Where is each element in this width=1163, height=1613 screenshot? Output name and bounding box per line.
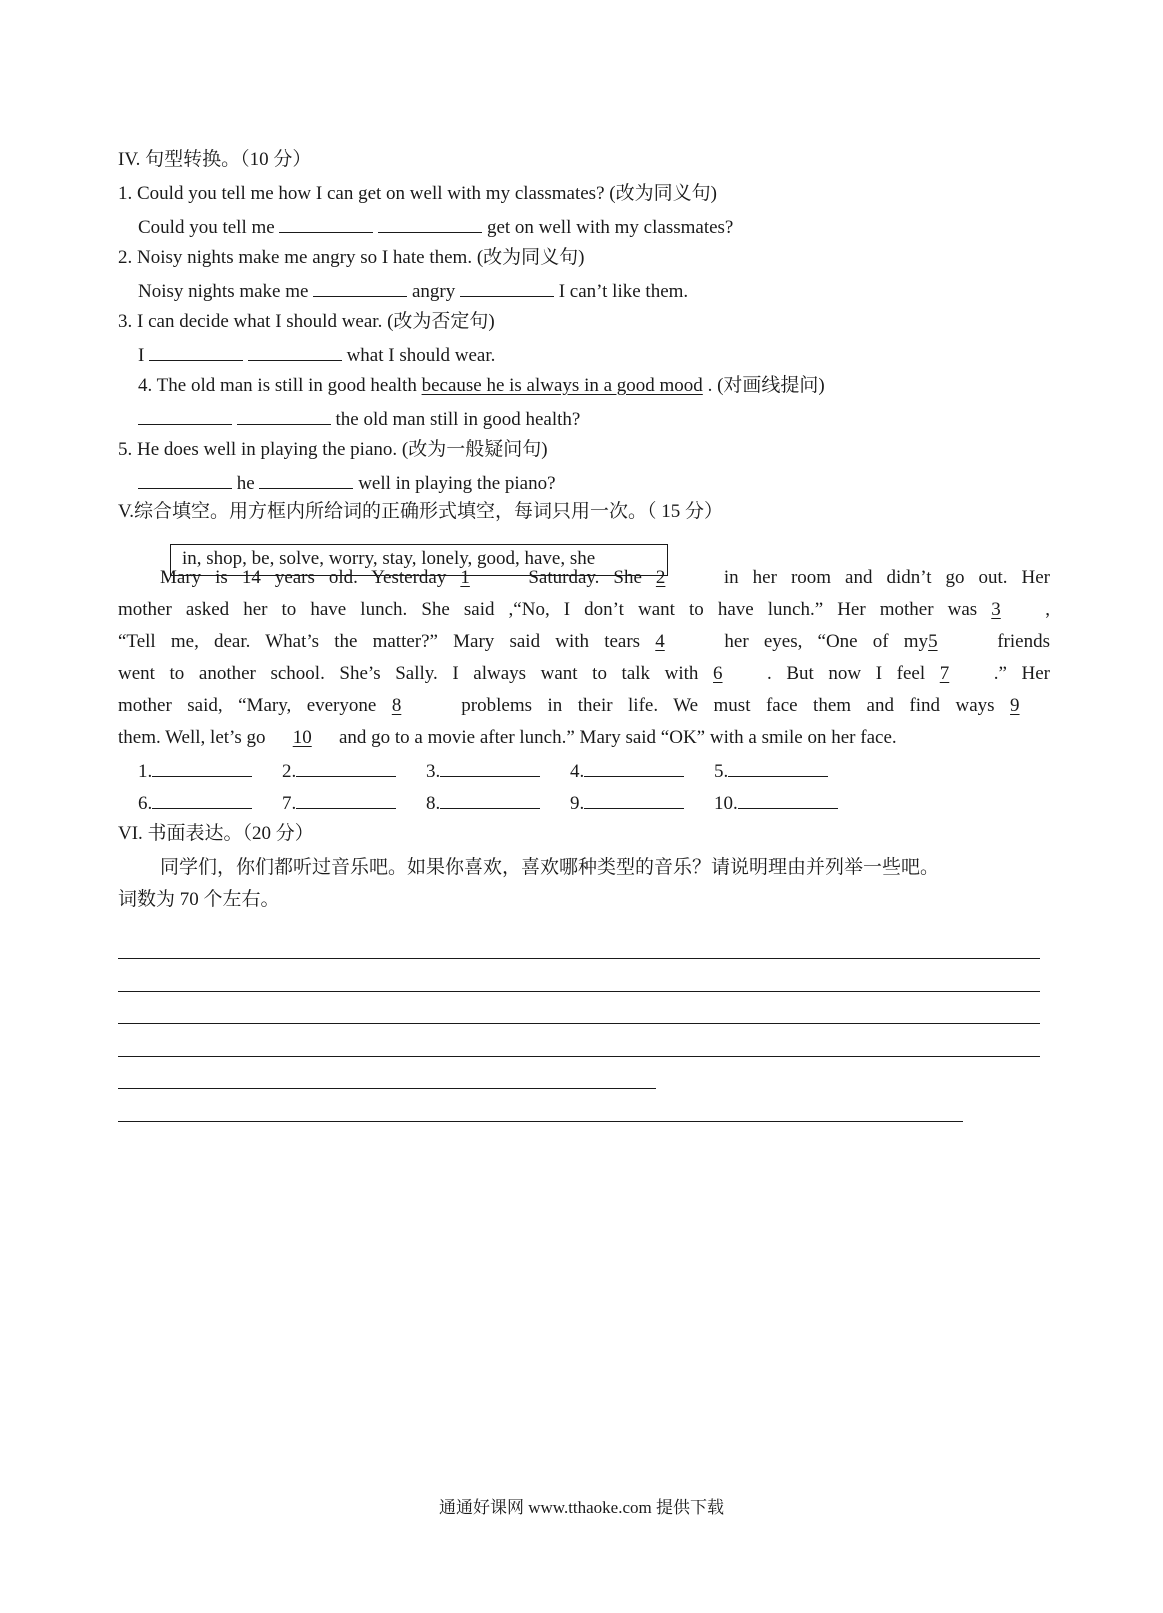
writing-line[interactable] [118, 1023, 1040, 1024]
word-box-text: in, shop, be, solve, worry, stay, lonely, good, have, she [182, 548, 596, 569]
question-4-answer-line [138, 406, 580, 432]
question-1-answer-line [138, 214, 733, 240]
answer-prefix: Could you tell me [138, 217, 275, 238]
answer-blank[interactable] [440, 790, 540, 809]
answer-blank[interactable] [460, 278, 554, 297]
question-4-instruction: . (对画线提问) [707, 375, 825, 396]
passage-blank: 9 [1010, 695, 1020, 716]
answer-1: 1. [138, 758, 252, 783]
writing-line[interactable] [118, 1121, 963, 1122]
writing-line[interactable] [118, 1088, 656, 1089]
writing-prompt: 同学们，你们都听过音乐吧。如果你喜欢，喜欢哪种类型的音乐？请说明理由并列举一些吧。 [160, 857, 940, 878]
answer-3: 3. [426, 758, 540, 783]
answer-9: 9. [570, 790, 684, 815]
question-3-answer-line [138, 342, 495, 368]
passage-blank: 8 [391, 695, 402, 716]
answer-8: 8. [426, 790, 540, 815]
answer-7: 7. [282, 790, 396, 815]
writing-prompt-word-count: 词数为 70 个左右。 [118, 889, 280, 910]
section-5-heading: V.综合填空。用方框内所给词的正确形式填空，每词只用一次。（ 15 分） [118, 501, 724, 522]
answer-prefix: I [138, 345, 145, 366]
answer-blank[interactable] [584, 790, 684, 809]
answer-blank[interactable] [152, 758, 252, 777]
answer-blank[interactable] [584, 758, 684, 777]
answer-10: 10. [714, 790, 838, 815]
section-6-heading: VI. 书面表达。（20 分） [118, 823, 314, 844]
passage-blank: 1 [460, 567, 470, 588]
passage-line: went to another school. She’s Sally. I always want to talk with 6 . But now I feel 7 .” Her [118, 663, 1051, 684]
answer-suffix: I can’t like them. [558, 281, 689, 302]
passage-blank: 4 [655, 631, 665, 652]
question-2: 2. Noisy nights make me angry so I hate them. (改为同义句) [118, 247, 585, 268]
question-4-underlined-part: because he is always in a good mood [421, 375, 703, 396]
answer-blank[interactable] [440, 758, 540, 777]
answer-4: 4. [570, 758, 684, 783]
writing-line[interactable] [118, 991, 1040, 992]
question-4 [138, 374, 825, 398]
passage-line: “Tell me, dear. What’s the matter?” Mary said with tears 4 her eyes, “One of my5 friends [118, 631, 1050, 652]
answer-blank[interactable] [313, 278, 407, 297]
passage-blank: 5 [928, 631, 938, 652]
answer-6: 6. [138, 790, 252, 815]
question-5: 5. He does well in playing the piano. (改为一般疑问句) [118, 439, 548, 460]
answer-blank[interactable] [296, 790, 396, 809]
answer-blank[interactable] [738, 790, 838, 809]
section-4-heading: IV. 句型转换。（10 分） [118, 149, 312, 170]
passage-line: mother said, “Mary, everyone 8 problems in their life. We must face them and find ways 9 [118, 694, 1050, 718]
answer-blank[interactable] [138, 406, 232, 425]
answer-suffix: the old man still in good health? [335, 409, 581, 430]
passage-blank: 2 [655, 567, 666, 588]
writing-line[interactable] [118, 958, 1040, 959]
answer-suffix: get on well with my classmates? [486, 217, 734, 238]
question-5-answer-line [138, 470, 556, 496]
answer-middle: angry [411, 281, 456, 302]
question-2-answer-line [138, 278, 688, 304]
passage-blank: 3 [991, 599, 1001, 620]
passage-line: mother asked her to have lunch. She said ,“No, I don’t want to have lunch.” Her mother was 3 , [118, 599, 1050, 620]
answer-blank[interactable] [296, 758, 396, 777]
answer-middle: he [236, 473, 255, 494]
writing-line[interactable] [118, 1056, 1040, 1057]
passage-blank: 7 [939, 663, 950, 684]
passage-blank: 6 [713, 663, 723, 684]
question-1: 1. Could you tell me how I can get on well with my classmates? (改为同义句) [118, 183, 717, 204]
question-4-text: 4. The old man is still in good health [138, 375, 417, 396]
answer-5: 5. [714, 758, 828, 783]
answer-blank[interactable] [728, 758, 828, 777]
question-3: 3. I can decide what I should wear. (改为否定句) [118, 311, 495, 332]
answer-2: 2. [282, 758, 396, 783]
answer-blank[interactable] [138, 470, 232, 489]
answer-blank[interactable] [149, 342, 243, 361]
answer-suffix: well in playing the piano? [358, 473, 556, 494]
answer-blank[interactable] [259, 470, 353, 489]
answer-blank[interactable] [378, 214, 482, 233]
answer-blank[interactable] [237, 406, 331, 425]
answer-suffix: what I should wear. [346, 345, 496, 366]
footer-text: 通通好课网 www.tthaoke.com 提供下载 [438, 1498, 725, 1517]
passage-line: them. Well, let’s go 10 and go to a movie after lunch.” Mary said “OK” with a smile on her face. [118, 727, 897, 748]
answer-blank[interactable] [279, 214, 373, 233]
answer-blank[interactable] [248, 342, 342, 361]
passage-line: Mary is 14 years old. Yesterday 1 Saturday. She 2 in her room and didn’t go out. Her [160, 567, 1051, 588]
answer-prefix: Noisy nights make me [138, 281, 309, 302]
answer-blank[interactable] [152, 790, 252, 809]
passage-blank: 10 [292, 727, 312, 748]
